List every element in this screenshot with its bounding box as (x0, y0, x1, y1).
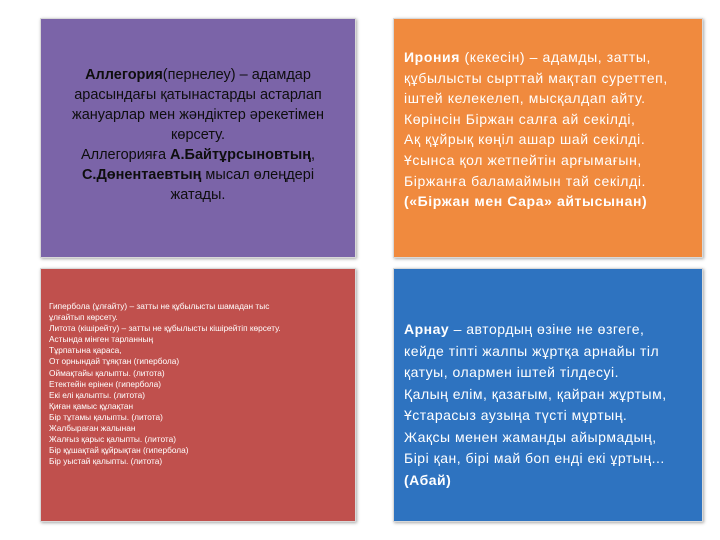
allegory-author-1: А.Байтұрсыновтың (170, 147, 311, 163)
apostrophe-verse-4: Бірі қан, бірі май боп енді екі ұртың... (404, 450, 665, 466)
irony-source: («Біржан мен Сара» айтысынан) (404, 193, 648, 210)
hyperbole-line: Қиған қамыс құлақтан (49, 400, 134, 411)
irony-line-3: іштей келекелеп, мысқалдап айту. (404, 90, 646, 107)
apostrophe-def-1: – автордың өзіне не өзгеге, (449, 321, 645, 337)
irony-def-1: (кекесін) – адамды, затты, (460, 49, 652, 65)
hyperbole-line: Астында мінген тарланның (49, 334, 154, 345)
allegory-term: Аллегория (85, 67, 163, 83)
allegory-line-2: арасындағы қатынастарды астарлап (74, 87, 322, 103)
apostrophe-line-3: қатуы, олармен іштей тілдесуі. (404, 364, 620, 380)
hyperbole-line: Екі елі қалыпты. (литота) (49, 389, 146, 400)
hyperbole-line: Бір тұтамы қалыпты. (литота) (49, 411, 163, 422)
irony-verse-3: Ұсынса қол жетпейтін арғымағын, (404, 151, 642, 168)
hyperbole-panel (40, 268, 356, 522)
allegory-line-1 (49, 65, 347, 85)
allegory-line-5 (49, 145, 347, 165)
apostrophe-verse-1: Қалың елім, қазағым, қайран жұртым, (404, 385, 667, 402)
irony-verse-4: Біржанға баламаймын тай секілді. (404, 172, 647, 189)
irony-term: Ирония (404, 49, 460, 65)
hyperbole-line: Тұрпатына қараса, (49, 345, 122, 356)
irony-verse-1: Көрінсін Біржан салға ай секілді, (404, 110, 636, 127)
allegory-line-4: көрсету. (171, 127, 225, 143)
allegory-author-2: С.Дөнентаевтың (81, 167, 202, 183)
hyperbole-line: От орнындай тұяқтан (гипербола) (49, 356, 180, 367)
irony-text (404, 47, 694, 212)
hyperbole-line: Жалғыз қарыс қалыпты. (литота) (49, 434, 176, 445)
apostrophe-term: Арнау (404, 321, 450, 337)
allegory-line-6 (49, 165, 347, 185)
irony-line-1 (404, 47, 694, 68)
allegory-text (49, 65, 347, 205)
apostrophe-line-2: кейде тіпті жалпы жұртқа арнайы тіл (404, 342, 660, 359)
allegory-example-rest: мысал өлеңдері (201, 167, 315, 183)
allegory-example-intro: Аллегорияға (80, 147, 171, 163)
allegory-panel (40, 18, 356, 258)
apostrophe-line-1 (404, 319, 694, 341)
hyperbole-line: Оймақтайы қалыпты. (литота) (49, 367, 165, 378)
apostrophe-verse-2: Ұстарасыз аузыңа түсті мұртың. (404, 407, 628, 423)
irony-line-2: құбылысты сырттай мақтап суреттеп, (404, 69, 668, 86)
hyperbole-line: Бір құшақтай құйрықтан (гипербола) (49, 445, 189, 456)
hyperbole-line: Жалбыраған жалынан (49, 423, 136, 434)
allegory-comma: , (311, 147, 316, 163)
allegory-def-1: (пернелеу) – адамдар (162, 67, 311, 83)
hyperbole-line: ұлғайтып көрсету. (49, 312, 118, 323)
apostrophe-verse-3: Жақсы менен жаманды айырмадың, (404, 428, 657, 445)
apostrophe-text (404, 319, 694, 491)
irony-verse-2: Ақ құйрық көңіл ашар шай секілді. (404, 131, 646, 148)
apostrophe-source: (Абай) (404, 471, 452, 488)
irony-panel (393, 18, 703, 258)
hyperbole-line: Бір уыстай қалыпты. (литота) (49, 456, 163, 467)
hyperbole-line: Литота (кішірейту) – затты не құбылысты кішірейтіп көрсету. (49, 323, 281, 334)
hyperbole-line: Етектейін ерінен (гипербола) (49, 378, 161, 389)
allegory-line-7: жатады. (170, 187, 226, 203)
apostrophe-panel (393, 268, 703, 522)
hyperbole-line: Гипербола (ұлғайту) – затты не құбылысты шамадан тыс (49, 301, 270, 311)
allegory-line-3: жануарлар мен жәндіктер әрекетімен (72, 107, 324, 123)
hyperbole-text (49, 301, 349, 467)
